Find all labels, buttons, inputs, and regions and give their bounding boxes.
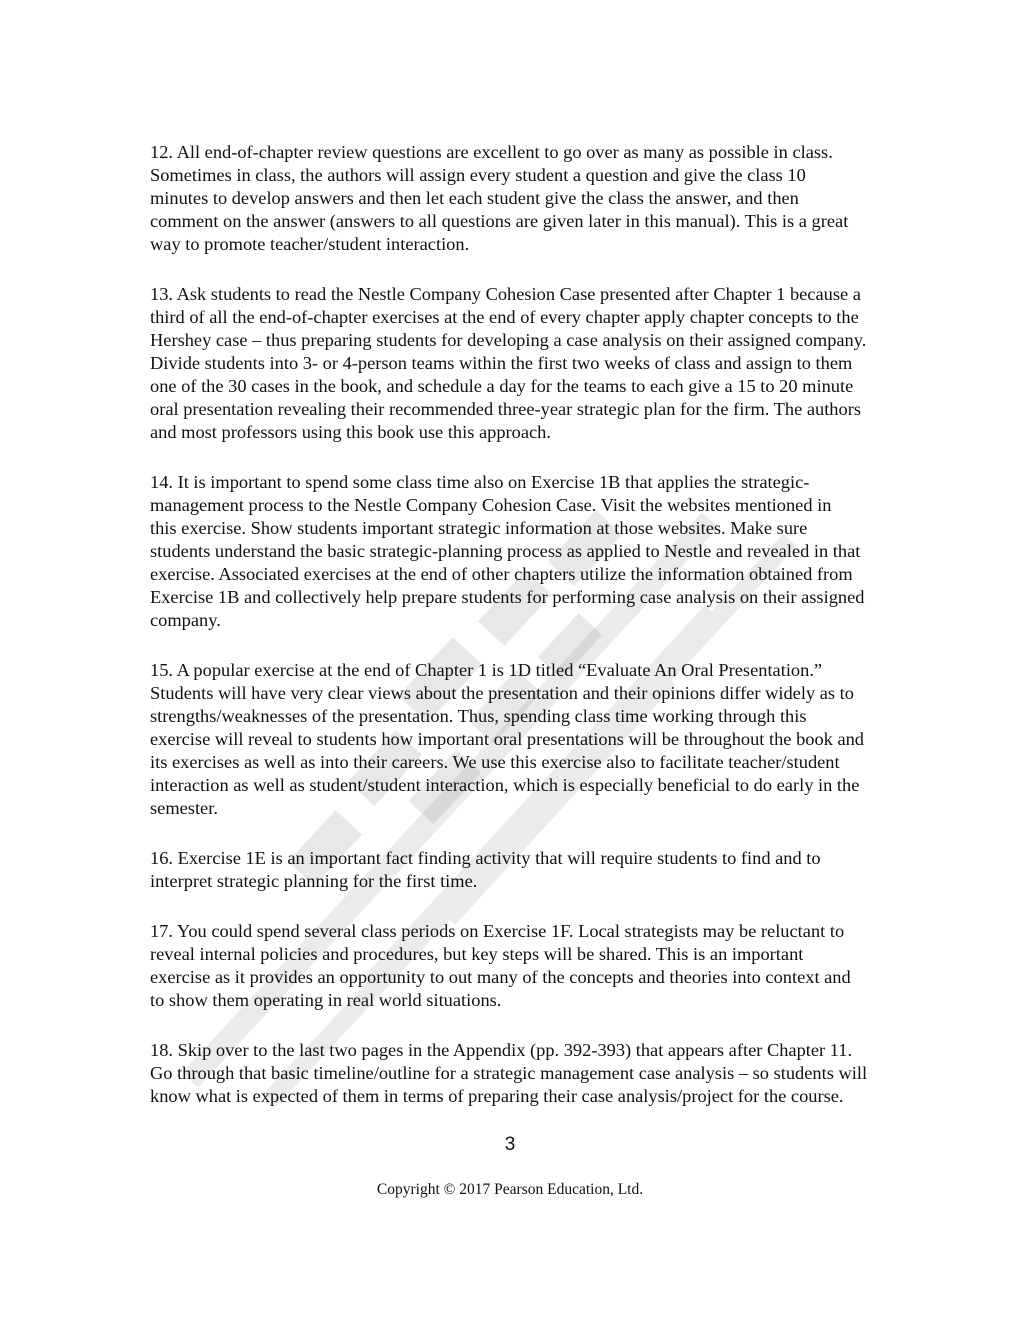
paragraph-item (150, 283, 940, 444)
paragraph-line: minutes to develop answers and then let each student give the class the answer, and then (150, 188, 799, 208)
paragraph-line: reveal internal policies and procedures, but key steps will be shared. This is an important (150, 944, 804, 964)
paragraph-line: this exercise. Show students important strategic information at those websites. Make sure (150, 518, 808, 538)
paragraph-line: Hershey case – thus preparing students for developing a case analysis on their assigned company. (150, 330, 867, 350)
paragraph-line: company. (150, 610, 221, 630)
paragraph-line: exercise will reveal to students how important oral presentations will be throughout the book and (150, 729, 865, 749)
paragraph-line: 14. It is important to spend some class time also on Exercise 1B that applies the strategic- (150, 472, 810, 492)
paragraph-line: 18. Skip over to the last two pages in the Appendix (pp. 392-393) that appears after Chapter 11. (150, 1040, 853, 1060)
paragraph-item (150, 659, 940, 820)
paragraph-line: one of the 30 cases in the book, and schedule a day for the teams to each give a 15 to 20 minute (150, 376, 854, 396)
paragraph-item (150, 471, 940, 632)
paragraph-line: and most professors using this book use this approach. (150, 422, 551, 442)
paragraph-line: oral presentation revealing their recommended three-year strategic plan for the firm. The authors (150, 399, 861, 419)
paragraph-line: 13. Ask students to read the Nestle Company Cohesion Case presented after Chapter 1 because a (150, 284, 861, 304)
paragraph-item (150, 847, 940, 893)
page-number: 3 (504, 1134, 516, 1155)
paragraph-item (150, 141, 940, 256)
paragraph-line: Divide students into 3- or 4-person teams within the first two weeks of class and assign to them (150, 353, 853, 373)
paragraph-line: interaction as well as student/student interaction, which is especially beneficial to do early in the (150, 775, 860, 795)
paragraph-line: its exercises as well as into their careers. We use this exercise also to facilitate teacher/student (150, 752, 840, 772)
paragraph-line: strengths/weaknesses of the presentation. Thus, spending class time working through this (150, 706, 807, 726)
paragraph-line: interpret strategic planning for the first time. (150, 871, 478, 891)
paragraph-line: third of all the end-of-chapter exercises at the end of every chapter apply chapter concepts to the (150, 307, 859, 327)
paragraph-line: Students will have very clear views about the presentation and their opinions differ widely as to (150, 683, 854, 703)
paragraph-line: 12. All end-of-chapter review questions are excellent to go over as many as possible in class. (150, 142, 833, 162)
paragraph-line: Sometimes in class, the authors will assign every student a question and give the class 10 (150, 165, 806, 185)
paragraph-line: Exercise 1B and collectively help prepare students for performing case analysis on their assigned (150, 587, 865, 607)
paragraph-line: Go through that basic timeline/outline for a strategic management case analysis – so students will (150, 1063, 868, 1083)
paragraph-line: semester. (150, 798, 218, 818)
document-body (150, 141, 940, 1135)
paragraph-line: exercise. Associated exercises at the end of other chapters utilize the information obtained from (150, 564, 853, 584)
paragraph-line: know what is expected of them in terms of preparing their case analysis/project for the course. (150, 1086, 844, 1106)
copyright-notice: Copyright © 2017 Pearson Education, Ltd. (376, 1181, 644, 1198)
paragraph-line: to show them operating in real world situations. (150, 990, 502, 1010)
paragraph-line: students understand the basic strategic-planning process as applied to Nestle and revealed in that (150, 541, 861, 561)
paragraph-item (150, 920, 940, 1012)
paragraph-line: 15. A popular exercise at the end of Chapter 1 is 1D titled “Evaluate An Oral Presentation.” (150, 660, 823, 680)
paragraph-line: comment on the answer (answers to all questions are given later in this manual). This is a great (150, 211, 849, 231)
paragraph-line: management process to the Nestle Company Cohesion Case. Visit the websites mentioned in (150, 495, 832, 515)
paragraph-line: exercise as it provides an opportunity to out many of the concepts and theories into context and (150, 967, 851, 987)
paragraph-item (150, 1039, 940, 1108)
paragraph-line: way to promote teacher/student interaction. (150, 234, 470, 254)
paragraph-line: 17. You could spend several class periods on Exercise 1F. Local strategists may be reluctant to (150, 921, 845, 941)
paragraph-line: 16. Exercise 1E is an important fact finding activity that will require students to find and to (150, 848, 821, 868)
